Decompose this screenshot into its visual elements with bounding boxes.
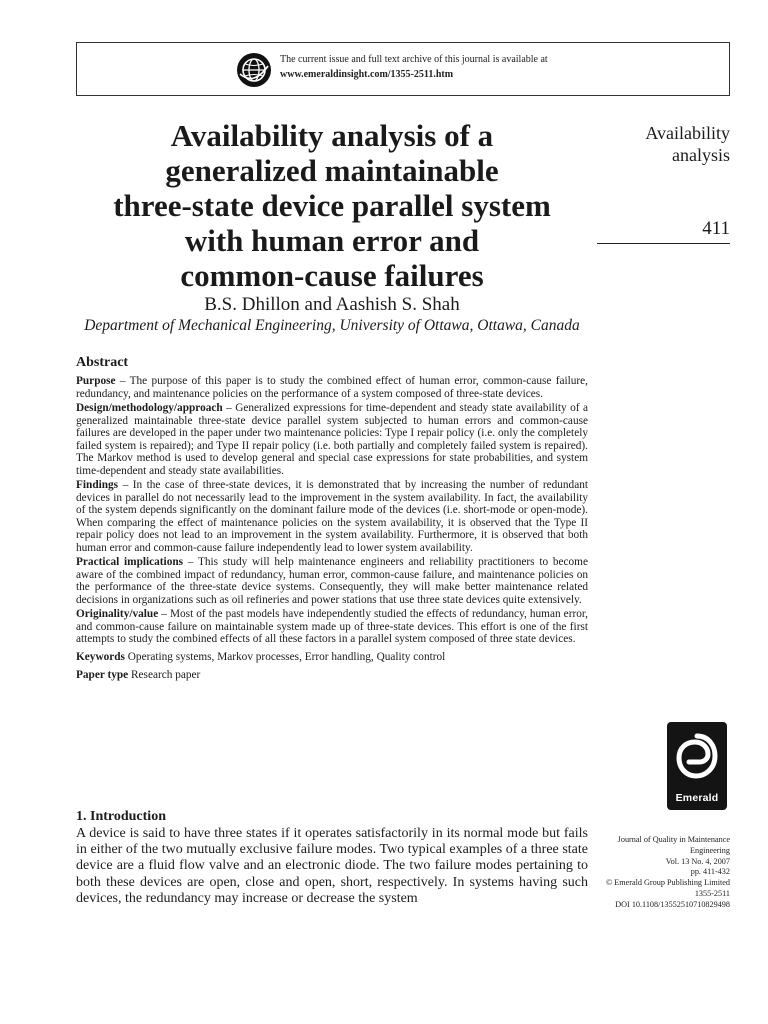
title-line: common-cause failures: [180, 258, 484, 293]
section-label: Design/methodology/approach: [76, 402, 223, 414]
globe-icon: [236, 52, 272, 88]
banner-text: [280, 52, 548, 82]
section-label: Originality/value: [76, 608, 159, 620]
journal-info-line: Engineering: [689, 845, 730, 855]
abstract-originality: [76, 608, 588, 646]
journal-info-line: Vol. 13 No. 4, 2007: [665, 856, 730, 866]
journal-info-line: 1355-2511: [694, 888, 730, 898]
running-head-line: analysis: [672, 145, 730, 165]
journal-info-line: DOI 10.1108/13552510710829498: [615, 899, 730, 909]
journal-banner: [76, 42, 730, 96]
emerald-logo: [667, 722, 727, 810]
emerald-logo-icon: [675, 730, 719, 786]
banner-line: The current issue and full text archive of this journal is available at: [280, 54, 548, 65]
section-label: Findings: [76, 479, 119, 491]
paper-title: [70, 118, 594, 293]
abstract: [76, 354, 588, 684]
journal-info: [570, 835, 730, 911]
paper-type: [76, 669, 588, 682]
page-number: 411: [702, 218, 730, 239]
abstract-heading: Abstract: [76, 355, 129, 370]
journal-info-line: Journal of Quality in Maintenance: [617, 835, 730, 844]
keywords-text: Operating systems, Markov processes, Error handling, Quality control: [124, 650, 446, 663]
abstract-purpose: [76, 375, 588, 400]
journal-info-line: © Emerald Group Publishing Limited: [605, 878, 730, 888]
emerald-wordmark: Emerald: [675, 792, 719, 804]
introduction: [76, 808, 588, 907]
section-text: – This study will help maintenance engineers and reliability practitioners to become aware of the combined impact of redundancy, human error, common-cause failure, and maintenance policies on the performance of the three-state device systems. Consequently, they will make better maintenance related decisions in organizations such as oil refineries and power stations that use three state devices quite extensively.: [76, 556, 588, 606]
paper-type-label: Paper type: [76, 669, 129, 681]
abstract-implications: [76, 556, 588, 606]
keywords: [76, 651, 588, 664]
paper-type-text: Research paper: [128, 669, 201, 681]
section-text: – The purpose of this paper is to study the combined effect of human error, common-cause failure, redundancy, and maintenance policies on the performance of a system composed of three-state devices.: [76, 375, 588, 400]
running-head-line: Availability: [645, 123, 730, 143]
authors: B.S. Dhillon and Aashish S. Shah: [204, 294, 460, 315]
title-line: Availability analysis of a: [170, 118, 494, 153]
section-label: Purpose: [76, 375, 116, 387]
section-text: – Most of the past models have independently studied the effects of redundancy, human error, and common-cause failure on maintainable system made up of three-state devices. This effort is one of the first attempts to study the combined effects of all these factors in a parallel system composed of three state devices.: [76, 608, 588, 645]
intro-heading: 1. Introduction: [76, 809, 166, 824]
title-line: three-state device parallel system: [113, 188, 551, 223]
title-line: with human error and: [184, 223, 480, 258]
page-number-rule: [597, 243, 730, 244]
section-label: Practical implications: [76, 556, 184, 568]
affiliation: Department of Mechanical Engineering, University of Ottawa, Ottawa, Canada: [84, 317, 580, 334]
section-text: – Generalized expressions for time-dependent and steady state availability of a generalized maintainable three-state device parallel system subjected to human errors and common-cause failures are developed in the paper under two maintenance policies: Type I repair policy (i.e. only the completely failed system is repaired); and Type II repair policy (i.e. both partially and completely failed system is repaired). The Markov method is used to develop general and special case expressions for state probabilities, and system time-dependent and steady state availabilities.: [76, 402, 588, 477]
intro-text: A device is said to have three states if it operates satisfactorily in its normal mode but fails in either of the two mutually exclusive failure modes. Two typical examples of a three state device are a fluid flow valve and an electronic diode. The two failure modes pertaining to both these devices are open, close and open, short, respectively. In systems having such devices, the redundancy may increase or decrease the system: [76, 826, 588, 906]
journal-url-link[interactable]: www.emeraldinsight.com/1355-2511.htm: [280, 69, 454, 80]
abstract-design: [76, 402, 588, 477]
section-text: – In the case of three-state devices, it is demonstrated that by increasing the number of redundant devices in parallel do not necessarily lead to the improvement in the system availability. In fact, the availability of the system depends significantly on the dominant failure mode of the devices (i.e. short-mode or open-mode). When comparing the effect of maintenance policies on the system availability, it is observed that the Type II repair policy does not lead to an improvement in the system availability. Furthermore, it is observed that both human error and common-cause failure independently lead to lower system availability.: [76, 479, 588, 554]
abstract-findings: [76, 479, 588, 554]
running-head: [570, 122, 730, 166]
title-line: generalized maintainable: [165, 153, 499, 188]
journal-info-line: pp. 411-432: [690, 867, 730, 877]
keywords-label: Keywords: [76, 650, 125, 663]
